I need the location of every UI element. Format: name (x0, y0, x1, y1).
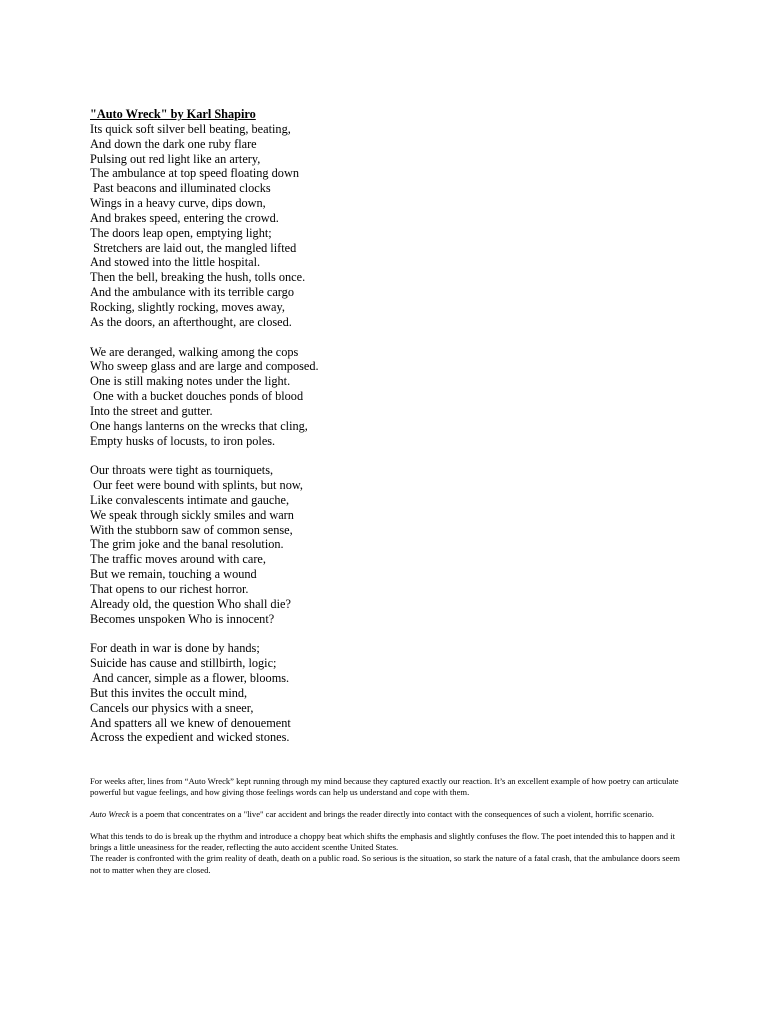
poem-line: One hangs lanterns on the wrecks that cling, (90, 418, 308, 433)
poem-title-reference: Auto Wreck (90, 809, 130, 820)
poem-line: Its quick soft silver bell beating, beating, (90, 121, 291, 136)
commentary-paragraph-2 (90, 809, 682, 820)
poem-line: But we remain, touching a wound (90, 567, 257, 582)
commentary-paragraph-3: What this tends to do is break up the rhythm and introduce a choppy beat which shifts the emphasis and slightly confuses the flow. The poet intended this to happen and it brings a little uneasiness for the reader, reflecting the auto accident scenthe United States. (90, 831, 675, 853)
poem-line: And brakes speed, entering the crowd. (90, 210, 279, 225)
poem-line: One is still making notes under the light. (90, 374, 291, 389)
poem-line: We are deranged, walking among the cops (90, 344, 299, 359)
poem-line: Like convalescents intimate and gauche, (90, 492, 290, 507)
poem-line: Our throats were tight as tourniquets, (90, 463, 274, 478)
poem-line: Then the bell, breaking the hush, tolls once. (90, 270, 306, 285)
poem-line: But this invites the occult mind, (90, 685, 248, 700)
poem-line: Stretchers are laid out, the mangled lifted (90, 240, 297, 255)
stanza-3 (90, 463, 690, 626)
poem-line: For death in war is done by hands; (90, 641, 260, 656)
poem-line: Across the expedient and wicked stones. (90, 730, 290, 745)
poem-line: Past beacons and illuminated clocks (90, 181, 271, 196)
poem-line: And down the dark one ruby flare (90, 136, 257, 151)
commentary-paragraph-1: For weeks after, lines from “Auto Wreck” kept running through my mind because they captured exactly our reaction. It’s an excellent example of how poetry can articulate powerful but vague feelings, and how giving those feelings words can help us understand and cope with them. (90, 776, 679, 798)
poem-line: Wings in a heavy curve, dips down, (90, 196, 266, 211)
poem-line: We speak through sickly smiles and warn (90, 507, 294, 522)
poem-line: The traffic moves around with care, (90, 552, 266, 567)
poem (90, 107, 690, 760)
poem-line: One with a bucket douches ponds of blood (90, 389, 304, 404)
commentary (90, 776, 682, 876)
poem-line: Our feet were bound with splints, but now, (90, 478, 303, 493)
poem-line: Cancels our physics with a sneer, (90, 700, 254, 715)
poem-line: The doors leap open, emptying light; (90, 225, 272, 240)
stanza-1 (90, 122, 690, 330)
poem-line: The grim joke and the banal resolution. (90, 537, 284, 552)
poem-title: "Auto Wreck" by Karl Shapiro (90, 107, 256, 121)
poem-line: Into the street and gutter. (90, 403, 213, 418)
poem-line: Rocking, slightly rocking, moves away, (90, 299, 285, 314)
poem-line: And the ambulance with its terrible cargo (90, 285, 294, 300)
poem-line: Pulsing out red light like an artery, (90, 151, 261, 166)
poem-line: Suicide has cause and stillbirth, logic; (90, 656, 277, 671)
poem-line: As the doors, an afterthought, are closed. (90, 314, 292, 329)
poem-line: Becomes unspoken Who is innocent? (90, 611, 275, 626)
poem-line: Already old, the question Who shall die? (90, 596, 291, 611)
poem-line: That opens to our richest horror. (90, 582, 249, 596)
poem-line: With the stubborn saw of common sense, (90, 522, 293, 537)
poem-line: The ambulance at top speed floating down (90, 166, 299, 181)
commentary-paragraph-4: The reader is confronted with the grim reality of death, death on a public road. So serious is the situation, so stark the nature of a fatal crash, that the ambulance doors seem not to matter when they are closed. (90, 853, 680, 875)
commentary-paragraph-2-text: is a poem that concentrates on a "live" car accident and brings the reader directly into contact with the consequences of such a violent, horrific scenario. (129, 809, 654, 820)
stanza-2 (90, 345, 690, 449)
poem-line: Who sweep glass and are large and composed. (90, 359, 319, 374)
poem-line: And cancer, simple as a flower, blooms. (90, 671, 290, 686)
poem-line: Empty husks of locusts, to iron poles. (90, 433, 276, 448)
poem-line: And spatters all we knew of denouement (90, 715, 291, 730)
poem-line: And stowed into the little hospital. (90, 255, 261, 270)
stanza-4 (90, 641, 690, 745)
